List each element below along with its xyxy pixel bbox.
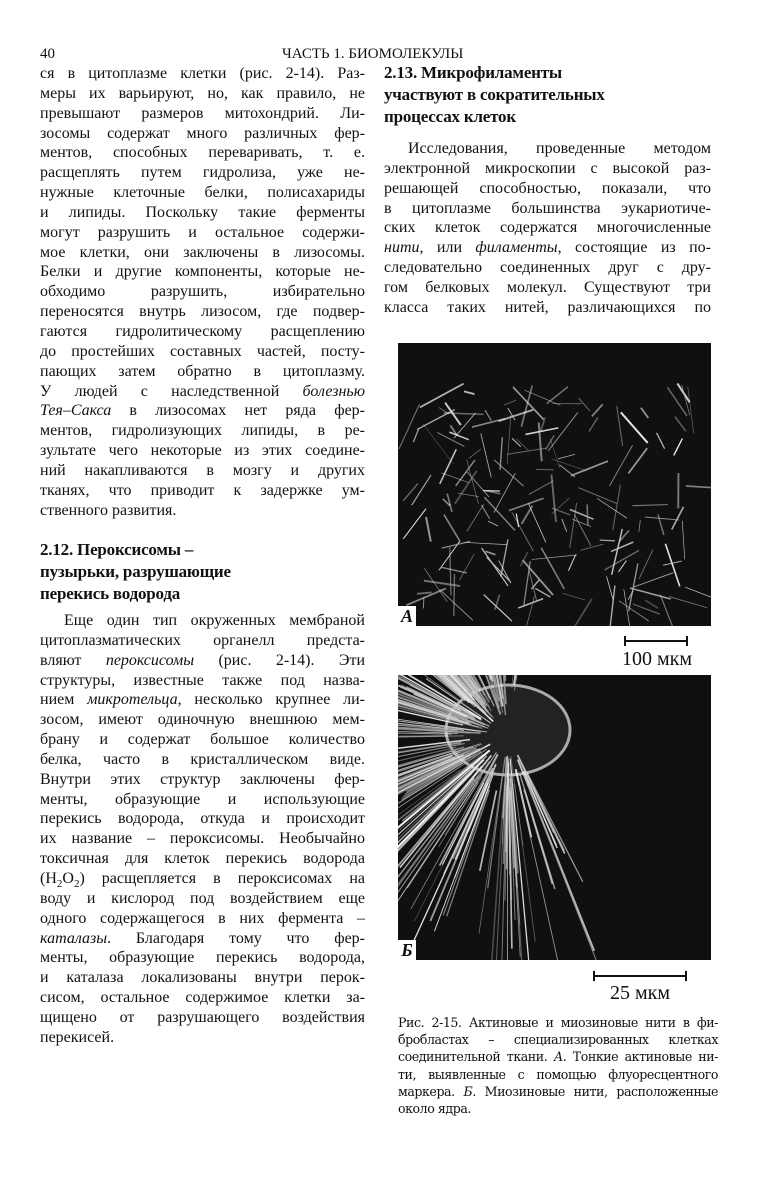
text-line	[40, 441, 365, 461]
filament	[607, 576, 614, 600]
running-title: ЧАСТЬ 1. БИОМОЛЕКУЛЫ	[282, 46, 464, 62]
text-run: их название – пероксисомы. Необычайно	[40, 830, 365, 848]
text-line	[40, 143, 365, 163]
text-run: маркера.	[398, 1083, 464, 1099]
text-line	[40, 730, 365, 750]
text-run: 2	[73, 878, 80, 891]
text-run: решающей способностью, показали, что	[384, 179, 711, 197]
filament	[686, 486, 711, 489]
text-line	[398, 1066, 718, 1083]
filament	[504, 400, 516, 405]
filament	[592, 404, 603, 416]
heading-line: пузырьки, разрушающие	[40, 562, 231, 581]
filament	[609, 445, 632, 486]
filament	[547, 387, 568, 404]
text-line	[40, 203, 365, 223]
left-paragraph-2	[40, 611, 365, 1048]
text-line	[398, 1014, 718, 1031]
text-run: воду и кислород под воздействием еще	[40, 889, 365, 907]
text-line	[384, 139, 711, 159]
filament	[456, 460, 475, 486]
text-run: . Миозиновые нити, расположенные	[472, 1083, 718, 1099]
text-run: и липиды. Поскольку такие ферменты	[40, 203, 365, 221]
text-run: 2	[56, 878, 63, 891]
filament	[467, 472, 489, 497]
text-run: расщеплять путем гидролиза, уже не-	[40, 164, 365, 182]
text-run: (рис. 2-14). Эти	[194, 651, 366, 669]
text-run: меры их варьируют, но, как правило, не	[40, 84, 365, 102]
text-line	[398, 1100, 718, 1117]
text-run: превышают размеров митохондрий. Ли-	[40, 104, 365, 122]
text-line	[40, 770, 365, 790]
filament	[455, 471, 477, 504]
text-run: одного содержащегося в них фермента –	[40, 909, 365, 927]
text-run: структуры, известные также под назва-	[40, 671, 365, 689]
filament	[551, 474, 556, 522]
filament	[645, 517, 679, 520]
text-line	[384, 238, 711, 258]
filament	[516, 675, 533, 680]
text-line	[384, 179, 711, 199]
heading-line: 2.13. Микрофиламенты	[384, 63, 562, 82]
text-run: и каталаза локализованы внутри перок-	[40, 969, 365, 987]
filament	[578, 488, 617, 504]
text-run: цитоплазматических органелл предста-	[40, 631, 365, 649]
filament	[459, 554, 474, 580]
filament	[529, 481, 553, 495]
filament	[454, 574, 455, 616]
text-run: Исследования, проведенные методом	[408, 140, 711, 157]
text-line	[384, 159, 711, 179]
filament	[464, 391, 474, 394]
italic-term: филаменты	[475, 239, 558, 257]
left-paragraph-1	[40, 64, 365, 520]
text-line	[40, 84, 365, 104]
text-line	[40, 869, 365, 889]
text-line	[40, 223, 365, 243]
filament	[628, 448, 647, 473]
filament	[444, 413, 484, 415]
text-run: обходимо разрушить, избирательно	[40, 283, 365, 301]
italic-term: болезнью	[302, 382, 365, 400]
filament	[524, 561, 531, 606]
text-line	[40, 401, 365, 421]
text-run: , или	[419, 239, 476, 257]
text-run: (H	[40, 869, 57, 887]
filament	[441, 567, 467, 573]
text-line	[384, 258, 711, 278]
filament	[512, 438, 521, 446]
filament	[481, 433, 491, 477]
filament	[618, 561, 626, 572]
filament	[469, 449, 481, 458]
filament	[512, 512, 533, 551]
filament	[426, 517, 431, 542]
filament	[529, 787, 609, 960]
italic-term: Тея–Сакса	[40, 402, 112, 420]
text-run: Внутри этих структур заключены фер-	[40, 770, 365, 788]
text-run: гаются гидролитическому расщеплению	[40, 322, 365, 340]
filament	[674, 439, 683, 456]
filament	[467, 504, 484, 531]
text-line	[40, 481, 365, 501]
filament	[399, 404, 419, 449]
filament	[494, 460, 523, 486]
text-line	[40, 64, 365, 84]
text-run: бробластах – специализированных клетках	[398, 1032, 718, 1048]
text-run: в цитоплазме большинства эукариотиче-	[384, 199, 711, 217]
text-run: мое клетки, они заключены в лизосомы.	[40, 243, 365, 261]
filament	[567, 599, 592, 626]
filament	[658, 514, 664, 535]
text-line	[40, 362, 365, 382]
italic-term: А	[553, 1049, 563, 1065]
text-run: ментов, гидролизующих липиды, в ре-	[40, 422, 365, 440]
text-line	[40, 461, 365, 481]
filament	[440, 590, 473, 621]
text-run: O	[62, 869, 74, 887]
filament	[488, 521, 498, 526]
filament	[558, 454, 575, 459]
text-run: менты, образующие и использующие	[40, 790, 365, 808]
text-run: гом белковых молекул. Существуют три	[384, 278, 711, 296]
heading-line: перекись водорода	[40, 584, 181, 603]
filament	[481, 505, 489, 519]
text-line	[40, 671, 365, 691]
text-run: менты, образующие перекись водорода,	[40, 949, 365, 967]
filament	[570, 509, 594, 519]
scale-bar-b	[593, 975, 687, 977]
text-run: в лизосомах нет ряда фер-	[111, 402, 365, 420]
text-line	[40, 342, 365, 362]
text-run: Еще один тип окруженных мембраной	[64, 612, 365, 629]
text-line	[40, 809, 365, 829]
filament	[630, 588, 671, 599]
text-line	[40, 1028, 365, 1048]
filament	[472, 419, 506, 428]
text-line	[40, 631, 365, 651]
text-run: вляют	[40, 651, 106, 669]
filament	[528, 503, 546, 542]
text-run: . Тонкие актиновые ни-	[562, 1049, 718, 1065]
filament	[612, 529, 623, 575]
text-line	[40, 104, 365, 124]
text-run: сисом, остальное содержимое клетки за-	[40, 989, 365, 1007]
text-run: зультате чего некоторые из этих соедине-	[40, 442, 365, 460]
text-line	[40, 282, 365, 302]
text-run: Белки и другие компоненты, которые не-	[40, 263, 365, 281]
filament	[632, 505, 667, 506]
text-line	[398, 1083, 718, 1100]
text-line	[40, 948, 365, 968]
filament	[571, 461, 608, 476]
text-line	[40, 929, 365, 949]
filament	[527, 775, 554, 833]
text-line	[40, 909, 365, 929]
panel-b-label: Б	[398, 940, 416, 960]
text-run: Рис. 2-15. Актиновые и миозиновые нити в фи-	[398, 1015, 718, 1030]
filament	[524, 771, 558, 848]
text-run: следовательно соединенных друг с дру-	[384, 259, 711, 277]
text-line	[40, 163, 365, 183]
scale-label-b: 25 мкм	[610, 982, 671, 1004]
filament	[667, 387, 686, 416]
italic-term: каталазы	[40, 929, 108, 947]
text-line	[40, 651, 365, 671]
filament	[444, 514, 460, 540]
text-line	[40, 243, 365, 263]
text-run: нужные клеточные белки, полисахариды	[40, 184, 365, 202]
text-line	[40, 849, 365, 869]
scale-bar-a	[624, 640, 688, 642]
text-line	[398, 1031, 718, 1048]
section-heading-2-13	[384, 62, 714, 128]
filament	[420, 384, 464, 408]
text-line	[40, 690, 365, 710]
heading-line: процессах клеток	[384, 107, 516, 126]
filament	[485, 551, 495, 554]
text-run: токсичная для клеток перекись водорода	[40, 850, 365, 868]
text-line	[40, 988, 365, 1008]
text-line	[384, 278, 711, 298]
panel-a-label: А	[398, 606, 416, 626]
text-run: ти, выявленные с помощью флуоресцентного	[398, 1066, 718, 1082]
text-run: класса таких нитей, различающихся по	[384, 298, 711, 316]
text-run: переносятся внутрь лизосом, где подвер-	[40, 303, 365, 321]
italic-term: Б	[463, 1083, 473, 1099]
filament	[485, 410, 491, 420]
filament	[440, 449, 457, 484]
scale-label-a: 100 мкм	[622, 648, 693, 670]
filament	[579, 398, 590, 411]
heading-line: участвуют в сократительных	[384, 85, 605, 104]
filament	[417, 592, 432, 593]
text-line	[40, 382, 365, 402]
filament	[665, 544, 679, 587]
filament	[507, 415, 511, 464]
text-run: ских клеток содержатся многочисленные	[384, 219, 711, 237]
filament	[669, 597, 707, 608]
filament	[682, 521, 684, 560]
filament	[449, 432, 468, 440]
text-run: брану и содержат большое количество	[40, 731, 365, 749]
filament	[639, 550, 653, 579]
filament	[417, 410, 454, 430]
text-run: белка, часто в кристаллическом виде.	[40, 750, 365, 768]
italic-term: нити	[384, 239, 420, 257]
text-line	[40, 183, 365, 203]
text-line	[40, 501, 365, 521]
text-line	[40, 302, 365, 322]
right-paragraph	[384, 139, 711, 318]
text-run: , несколько крупнее ли-	[177, 691, 365, 709]
page-number: 40	[40, 46, 55, 62]
text-line	[40, 262, 365, 282]
figure-caption	[398, 1014, 718, 1117]
text-run: ся в цитоплазме клетки (рис. 2-14). Раз-	[40, 65, 365, 82]
filament	[532, 555, 578, 560]
filament	[500, 437, 502, 470]
text-line	[40, 710, 365, 730]
text-run: У людей с наследственной	[40, 382, 303, 400]
text-run: могут разрушить и остальное содержи-	[40, 223, 365, 241]
filament	[621, 412, 648, 443]
text-line	[40, 790, 365, 810]
text-line	[384, 199, 711, 219]
text-run: нием	[40, 691, 88, 709]
filament	[685, 587, 711, 601]
text-run: . Благодаря тому что фер-	[107, 929, 365, 947]
italic-term: микротельца	[87, 691, 178, 709]
text-run: электронной микроскопии с высокой раз-	[384, 159, 711, 177]
filament	[587, 504, 588, 525]
text-line	[40, 611, 365, 631]
text-run: зосомы содержат много различных фер-	[40, 124, 365, 142]
filament	[672, 507, 684, 530]
filament	[437, 432, 464, 446]
text-run: щищено от разрушающего воздействия	[40, 1008, 365, 1026]
filament	[611, 542, 633, 551]
filament	[509, 498, 544, 510]
filament	[657, 433, 665, 449]
filament	[675, 417, 686, 432]
text-line	[40, 124, 365, 144]
filament	[413, 428, 418, 442]
text-run: пающих затем обратно в цитоплазму.	[40, 362, 365, 380]
heading-line: 2.12. Пероксисомы –	[40, 540, 194, 559]
filament	[634, 573, 674, 587]
filament	[613, 485, 621, 530]
filament	[550, 439, 559, 468]
text-run: до простейших составных частей, посту-	[40, 342, 365, 360]
text-line	[40, 968, 365, 988]
section-heading-2-12	[40, 539, 365, 605]
text-line	[40, 1008, 365, 1028]
text-run: перекись водорода, откуда и происходит	[40, 810, 365, 828]
filament	[541, 548, 564, 589]
text-run: ственного развития.	[40, 501, 177, 519]
italic-term: пероксисомы	[105, 651, 195, 669]
filament	[403, 509, 426, 539]
text-line	[384, 298, 711, 318]
filament	[551, 459, 586, 471]
filament	[645, 600, 658, 608]
filament	[412, 475, 431, 505]
text-run: зосом, имеют одиночную внешнюю мем-	[40, 711, 365, 729]
text-run: тканях, что приводит к задержке ум-	[40, 481, 365, 499]
filament	[548, 412, 578, 450]
text-line	[40, 889, 365, 909]
filament	[562, 593, 585, 600]
figure-panel-b-micrograph	[398, 675, 711, 960]
text-run: перекисей.	[40, 1028, 115, 1046]
filament	[562, 519, 567, 532]
text-line	[40, 829, 365, 849]
text-line	[40, 750, 365, 770]
text-line	[384, 218, 711, 238]
filament	[465, 542, 507, 544]
filament	[559, 465, 575, 477]
filament	[568, 555, 575, 571]
filament	[600, 540, 615, 541]
text-line	[398, 1048, 718, 1065]
text-run: соединительной ткани.	[398, 1049, 554, 1065]
filament	[580, 544, 603, 550]
text-run: ментов, способных переваривать, т. е.	[40, 144, 365, 162]
text-run: ний накапливаются в мозгу и других	[40, 461, 365, 479]
filament	[589, 417, 598, 431]
filament	[423, 424, 453, 464]
text-line	[40, 322, 365, 342]
filament	[641, 408, 648, 418]
figure-panel-a-micrograph	[398, 343, 711, 626]
text-run: , состоящие из по-	[557, 239, 711, 257]
filament	[518, 599, 543, 608]
text-run: ) расщепляется в пероксисомах на	[79, 869, 365, 887]
text-run: около ядра.	[398, 1100, 471, 1116]
filament	[639, 520, 641, 532]
text-line	[40, 421, 365, 441]
